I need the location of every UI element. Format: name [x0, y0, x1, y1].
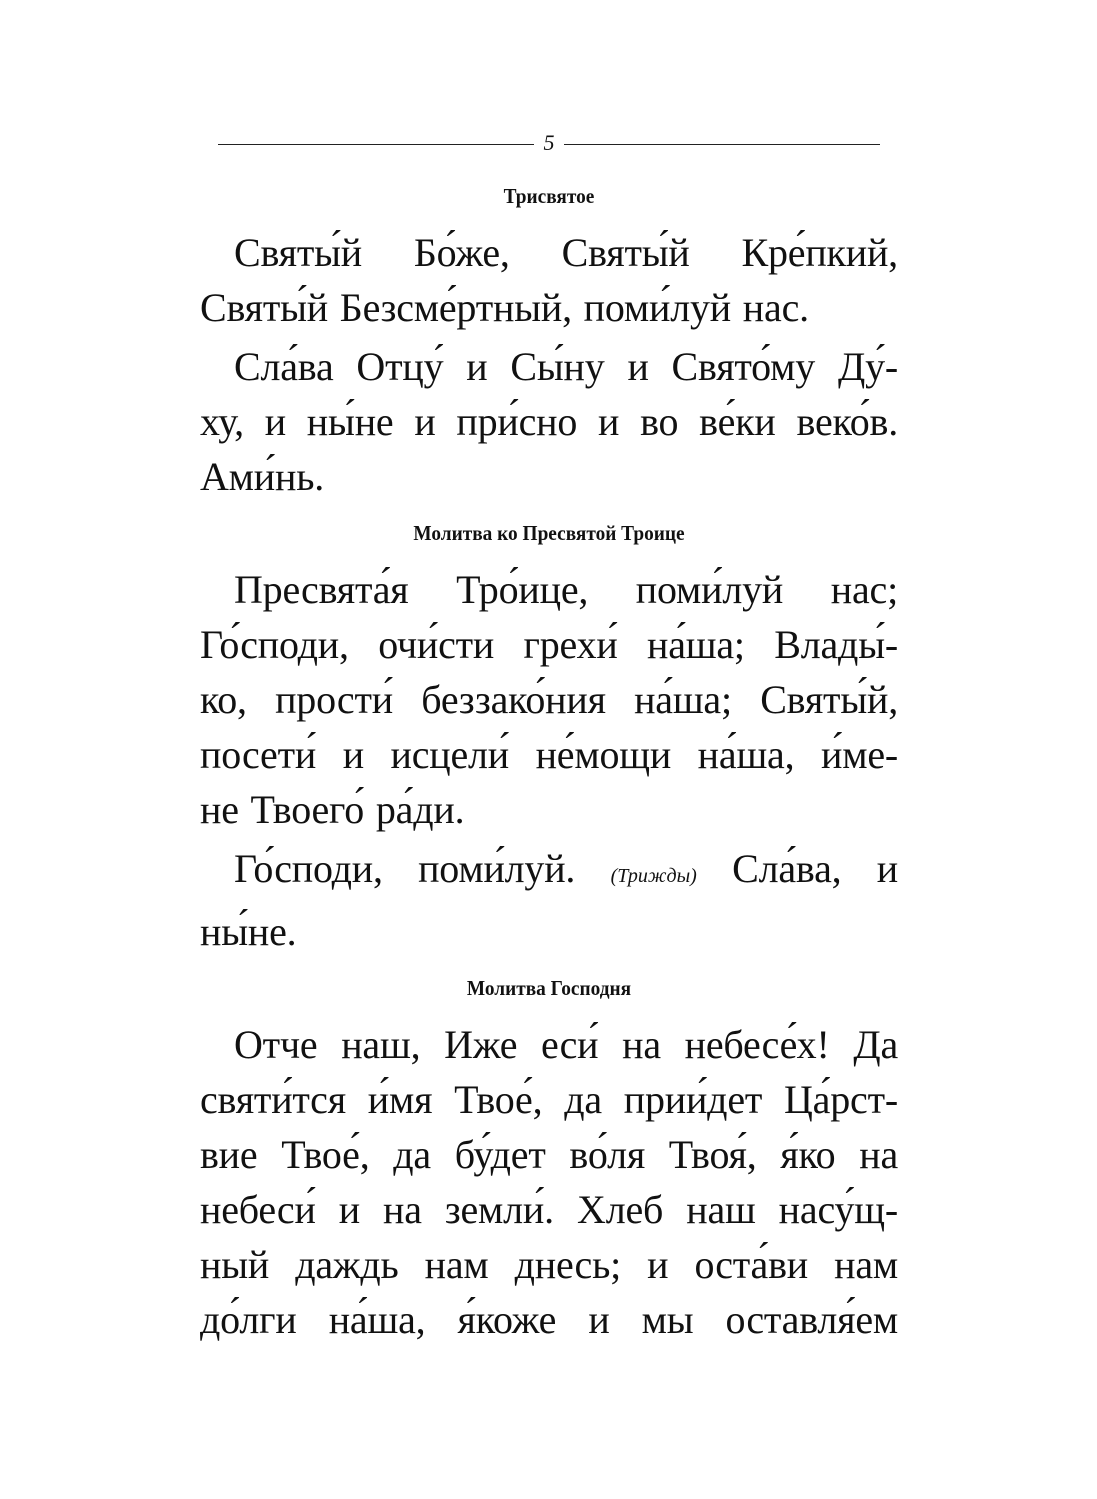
text-line: Ами́нь. [200, 454, 325, 499]
text-fragment: Сла́ва, и [732, 846, 898, 891]
text-line: посети́ и исцели́ не́мощи на́ша, и́ме- [200, 732, 898, 777]
section-title-trinity-prayer: Молитва ко Пресвятой Троице [413, 521, 685, 545]
text-line: ный даждь нам днесь; и оста́ви нам [200, 1242, 898, 1287]
text-line: ху, и ны́не и при́сно и во ве́ки веко́в. [200, 399, 898, 444]
prayer-paragraph [200, 1017, 898, 1347]
text-line: вие Твое́, да бу́дет во́ля Твоя́, я́ко на [200, 1132, 898, 1177]
page-number: 5 [543, 130, 555, 155]
text-line: небеси́ и на земли́. Хлеб наш насу́щ- [200, 1187, 898, 1232]
text-fragment: Го́споди, поми́луй. [234, 846, 576, 891]
text-line: Сла́ва Отцу́ и Сы́ну и Свято́му Ду́- [234, 344, 898, 389]
text-line: Святы́й Безсме́ртный, поми́луй нас. [200, 285, 809, 330]
text-line: ны́не. [200, 909, 297, 954]
text-line: до́лги на́ша, я́коже и мы оставля́ем [200, 1297, 898, 1342]
section-title-trisvyatoe: Трисвятое [503, 184, 595, 208]
text-line: не Твоего́ ра́ди. [200, 787, 465, 832]
rubric-trizhdy: (Трижды) [610, 865, 697, 887]
section-title-lords-prayer: Молитва Господня [466, 976, 632, 1000]
book-page [200, 120, 898, 1355]
header-rule-left [218, 144, 534, 145]
text-line: Пресвята́я Тро́ице, поми́луй нас; [234, 567, 898, 612]
prayer-paragraph [200, 841, 898, 959]
text-line: Святы́й Бо́же, Святы́й Кре́пкий, [234, 230, 898, 275]
text-line [200, 841, 898, 904]
page-header [218, 120, 880, 168]
text-line: Отче наш, Иже еси́ на небесе́х! Да [234, 1022, 898, 1067]
text-line: Го́споди, очи́сти грехи́ на́ша; Влады́- [200, 622, 898, 667]
text-line: святи́тся и́мя Твое́, да прии́дет Ца́рст- [200, 1077, 898, 1122]
prayer-paragraph [200, 339, 898, 504]
text-line: ко, прости́ беззако́ния на́ша; Святы́й, [200, 677, 898, 722]
prayer-paragraph [200, 562, 898, 837]
prayer-paragraph [200, 225, 898, 335]
header-rule-right [564, 144, 880, 145]
